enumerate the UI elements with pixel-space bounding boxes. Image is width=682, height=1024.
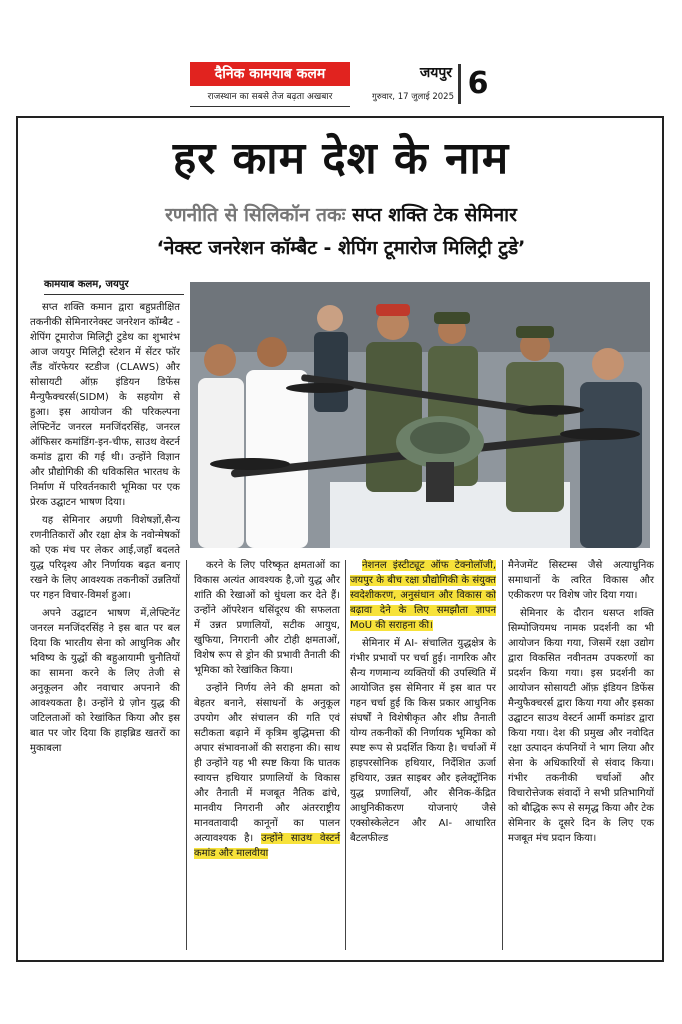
column-rule-3 [502, 560, 503, 950]
edition-date: गुरुवार, 17 जुलाई 2025 [372, 92, 454, 102]
event-photo-illustration [190, 282, 650, 548]
photo-backwall [190, 282, 650, 352]
column-4-paragraph-1: मैनेजमेंट सिस्टम्स जैसे अत्याधुनिक समाधानों के त्वरित विकास और एकीकरण पर विशेष जोर दिया गया। [508, 560, 654, 601]
event-photo [190, 282, 650, 548]
column-2-paragraph-1: करने के लिए परिष्कृत क्षमताओं का विकास अत्यंत आवश्यक है,जो युद्ध और शांति की रेखाओं को धुंधला कर देते हैं। उन्होंने ऑपरेशन धसिंदूरध की सफलता में उन्नत प्रणालियों, सटीक आयुध, खुफिया, निगरानी और टोही क्षमताओं, विशेष रूप से ड्रोन की प्रभावी तैनाती की भूमिका को रेखांकित किया। [194, 560, 340, 676]
column-1-paragraph-1: सप्त शक्ति कमान द्वारा बहुप्रतीक्षित तकनीकी सेमिनारनेक्स्ट जनरेशन कॉम्बैट - शेपिंग टूमारोज मिलिट्री टुडेथ का शुभारंभ आज जयपुर मिलिट्री स्टेशन में सेंटर फॉर लैंड वॉरफेयर स्टडीज (CLAWS) और सोसायटी ऑफ़ इंडियन डिफेंस मैन्युफैक्चरर्स(SIDM) के सहयोग से हुआ। इस आयोजन की परिकल्पना लेफ्टिनेंट जनरल मनजिंदरसिंह, जनरल ऑफिसर कमांडिंग-इन-चीफ, साउथ वेस्टर्न कमांड द्वारा की गई थी। उन्होंने विज्ञान और प्रौद्योगिकी की धविकसित भारतध के निर्माण में परिवर्तनकारी भूमिका पर एक प्रेरक उद्घाटन भाषण दिया। [30, 302, 180, 508]
column-3-highlight-paragraph [350, 558, 496, 633]
subheadline [18, 200, 664, 230]
subheadline-grey: रणनीति से सिलिकॉन तकः [165, 204, 346, 226]
column-2-highlight: उन्होंने साउथ वेस्टर्न कमांड और मालवीया [194, 833, 340, 859]
column-1-paragraph-3: अपने उद्घाटन भाषण में,लेफ्टिनेंट जनरल मनजिंदरसिंह ने इस बात पर बल दिया कि भारतीय सेना को आधुनिक और भविष्य के युद्धों की बहुआयामी चुनौतियों का सामना करने के लिए तेजी से अनुकूलन और नवाचार अपनाने की आवश्यकता है। उन्होंने ग्रे ज़ोन युद्ध की जटिलताओं को रेखांकित किया और इस बात पर जोर दिया कि हाइब्रिड खतरों का मुकाबला [30, 608, 180, 754]
column-1-paragraph-2: यह सेमिनार अग्रणी विशेषज्ञों,सैन्य रणनीतिकारों और रक्षा क्षेत्र के नवोन्मेषकों को एक मंच पर लेकर आई,जहाँ बदलते युद्ध परिदृश्य और निर्णायक बढ़त बनाए रखने के लिए आवश्यक तकनीकों उन्नतियों पर गहन विचार-विमर्श हुआ। [30, 515, 180, 601]
article-column-3 [350, 558, 496, 950]
column-3-highlight: नेशनल इंस्टीट्यूट ऑफ टेक्नोलॉजी, जयपुर के बीच रक्षा प्रौद्योगिकी के संयुक्त स्वदेशीकरण, अनुसंधान और विकास को बढ़ावा देने के लिए समझौता ज्ञापन MoU की सराहना की। [350, 560, 496, 631]
masthead [190, 62, 492, 108]
edition-city: जयपुर [419, 65, 452, 81]
byline: कामयाब कलम, जयपुर [44, 276, 184, 295]
paper-tagline: राजस्थान का सबसे तेज बढ़ता अखबार [190, 88, 350, 107]
article-column-2 [194, 558, 340, 950]
column-4-paragraph-2: सेमिनार के दौरान धसप्त शक्ति सिम्पोजियमध नामक प्रदर्शनी का भी आयोजन किया गया, जिसमें रक्षा उद्योग द्वारा विकसित नवीनतम उपकरणों का प्रदर्शन किया गया। इस प्रदर्शनी का आयोजन सोसायटी ऑफ़ इंडियन डिफेंस मैन्युफैक्चरर्स द्वारा किया गया और इसका उद्घाटन साउथ वेस्टर्न आर्मी कमांडर द्वारा किया गया। देश की प्रमुख और नवोदित रक्षा उत्पादन कंपनियों ने भाग लिया और सेना के अधिकारियों से संवाद किया। गंभीर तकनीकी चर्चाओं और विचारोत्तेजक संवादों ने सभी प्रतिभागियों को बौद्धिक रूप से समृद्ध किया और टेक सेमिनार के दूसरे दिन के लिए एक मजबूत मंच प्रदान किया। [508, 608, 654, 844]
page-number: 6 [467, 66, 489, 101]
article-column-1 [30, 300, 180, 950]
subheadline-2: ‘नेक्स्ट जनरेशन कॉम्बैट - शेपिंग टूमारोज मिलिट्री टुडे’ [156, 237, 526, 259]
subheadline-black: सप्त शक्ति टेक सेमिनार [352, 204, 517, 226]
masthead-divider [458, 64, 461, 104]
column-2-paragraph-2-text: उन्होंने निर्णय लेने की क्षमता को बेहतर बनाने, संसाधनों के अनुकूल उपयोग और संचालन की गति एवं सटीकता बढ़ाने में कृत्रिम बुद्धिमत्ता की अपार संभावनाओं की सराहना की। साथ ही उन्होंने यह भी स्पष्ट किया कि घातक स्वायत्त हथियार प्रणालियों के विकास और तैनाती में मजबूत नैतिक ढांचे, मानवीय निगरानी और अंतरराष्ट्रीय मानवतावादी कानूनों का पालन अत्यावश्यक है। [194, 683, 340, 844]
article-column-4 [508, 558, 654, 950]
headline: हर काम देश के नाम [172, 133, 510, 184]
column-rule-1 [186, 560, 187, 950]
column-3-paragraph-1: सेमिनार में AI- संचालित युद्धक्षेत्र के गंभीर प्रभावों पर चर्चा हुई। नागरिक और सैन्य गणमान्य व्यक्तियों की उपस्थिति में आयोजित इस सेमिनार में इस बात पर गहन चर्चा हुई कि किस प्रकार आधुनिक संघर्षों ने विशेषीकृत और शीघ्र तैनाती योग्य तकनीकों की निर्णायक भूमिका को स्पष्ट रूप से प्रदर्शित किया है। चर्चाओं में हाइपरसोनिक हथियार, निर्देशित ऊर्जा हथियार, उन्नत साइबर और इलेक्ट्रॉनिक युद्ध प्रणालियाँ, और सैनिक-केंद्रित आधुनिकीकरण योजनाएं जैसे एक्सोस्केलेटन और AI- आधारित बैटलफील्ड [350, 638, 496, 844]
column-rule-2 [345, 560, 346, 950]
paper-name: दैनिक कामयाब कलम [190, 62, 350, 86]
column-2-paragraph-2 [194, 681, 340, 861]
